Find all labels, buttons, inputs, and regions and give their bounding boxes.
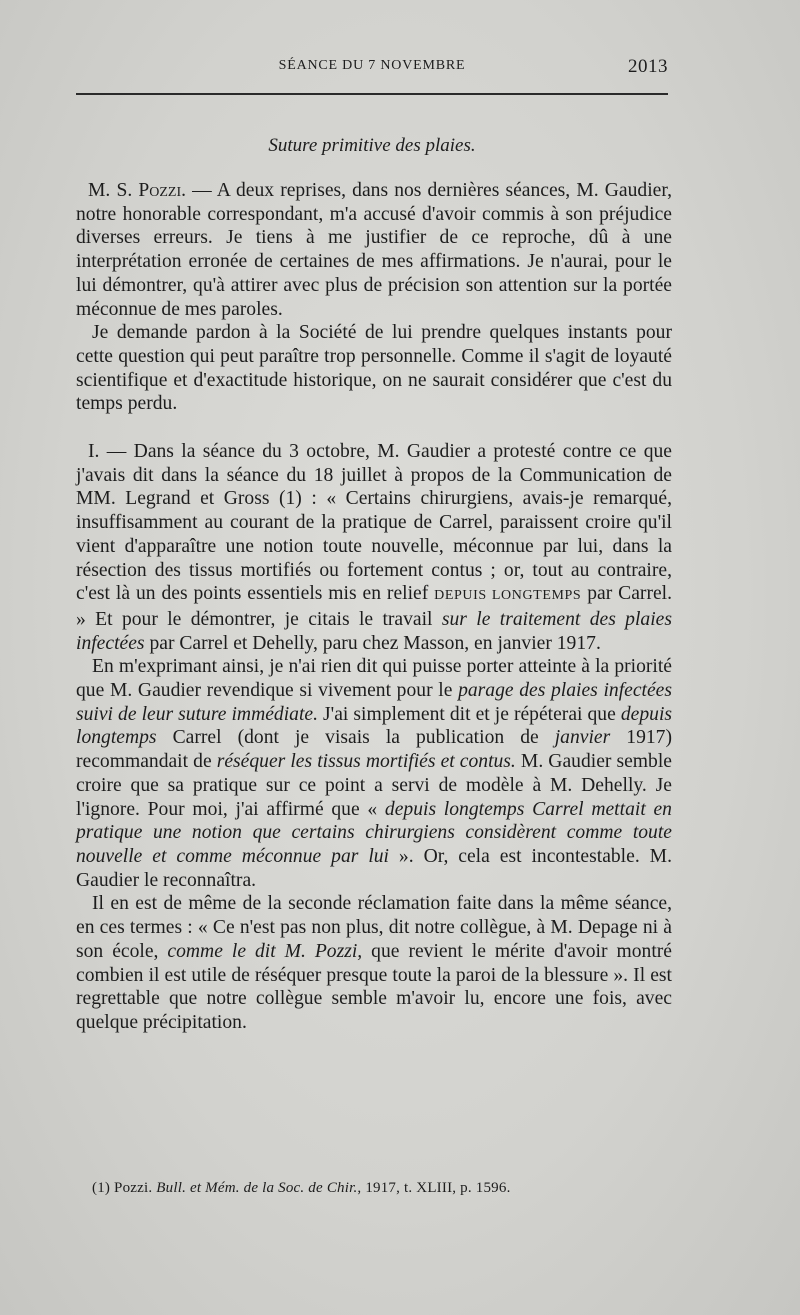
- section-title: Suture primitive des plaies.: [268, 135, 476, 156]
- footnote: (1) Pozzi. Bull. et Mém. de la Soc. de Chir., 1917, t. XLIII, p. 1596.: [92, 1180, 511, 1196]
- header-rule: [76, 93, 668, 95]
- paragraph-5: Il en est de même de la seconde réclamation faite dans la même séance, en ces termes : « Ce n'est pas non plus, dit notre collègue, à M. Depage ni à son école, comme le dit M. Pozzi, que revient le mérite d'avoir montré combien il est utile de réséquer presque toute la paroi de la blessure ». Il est regrettable que notre collègue semble m'avoir lu, encore une fois, avec quelque précipitation.: [76, 893, 673, 1033]
- article-body: [76, 179, 672, 1035]
- page-number: 2013: [628, 56, 668, 77]
- running-title: SÉANCE DU 7 NOVEMBRE: [278, 58, 466, 73]
- paragraph-2: Je demande pardon à la Société de lui prendre quelques instants pour cette question qui peut paraître trop personnelle. Comme il s'agit de loyauté scientifique et d'exactitude historique, on ne saurait considérer que c'est du temps perdu.: [76, 322, 672, 415]
- paragraph-3: I. — Dans la séance du 3 octobre, M. Gaudier a protesté contre ce que j'avais dit dans la séance du 18 juillet à propos de la Communication de MM. Legrand et Gross (1) : « Certains chirurgiens, avais-je remarqué, insuffisamment au courant de la pratique de Carrel, paraissent croire qu'il vient d'apparaître une notion toute nouvelle, méconnue par lui, dans la résection des tissus mortifiés ou fortement contus ; or, tout au contraire, c'est là un des points essentiels mis en relief DEPUIS LONGTEMPS par Carrel. » Et pour le démontrer, je citais le travail sur le traitement des plaies infectées par Carrel et Dehelly, paru chez Masson, en janvier 1917.: [76, 441, 673, 654]
- speaker-name: M. S. Pozzi.: [88, 180, 187, 201]
- running-header: [76, 58, 668, 82]
- paragraph-1: M. S. Pozzi. — A deux reprises, dans nos dernières séances, M. Gaudier, notre honorable correspondant, m'a accusé d'avoir commis à son préjudice diverses erreurs. Je tiens à me justifier de ce reproche, dû à une interprétation erronée de certaines de mes affirmations. Je n'aurai, pour le lui démontrer, qu'à attirer avec plus de précision son attention sur la portée méconnue de mes paroles.: [76, 180, 672, 320]
- paragraph-4: En m'exprimant ainsi, je n'ai rien dit qui puisse porter atteinte à la priorité que M. Gaudier revendique si vivement pour le parage des plaies infectées suivi de leur suture immédiate. J'ai simplement dit et je répéterai que depuis longtemps Carrel (dont je visais la publication de janvier 1917) recommandait de réséquer les tissus mortifiés et contus. M. Gaudier semble croire que sa pratique sur ce point a servi de modèle à M. Dehelly. Je l'ignore. Pour moi, j'ai affirmé que « depuis longtemps Carrel mettait en pratique une notion que certains chirurgiens considèrent comme toute nouvelle et comme méconnue par lui ». Or, cela est incontestable. M. Gaudier le reconnaîtra.: [76, 656, 673, 891]
